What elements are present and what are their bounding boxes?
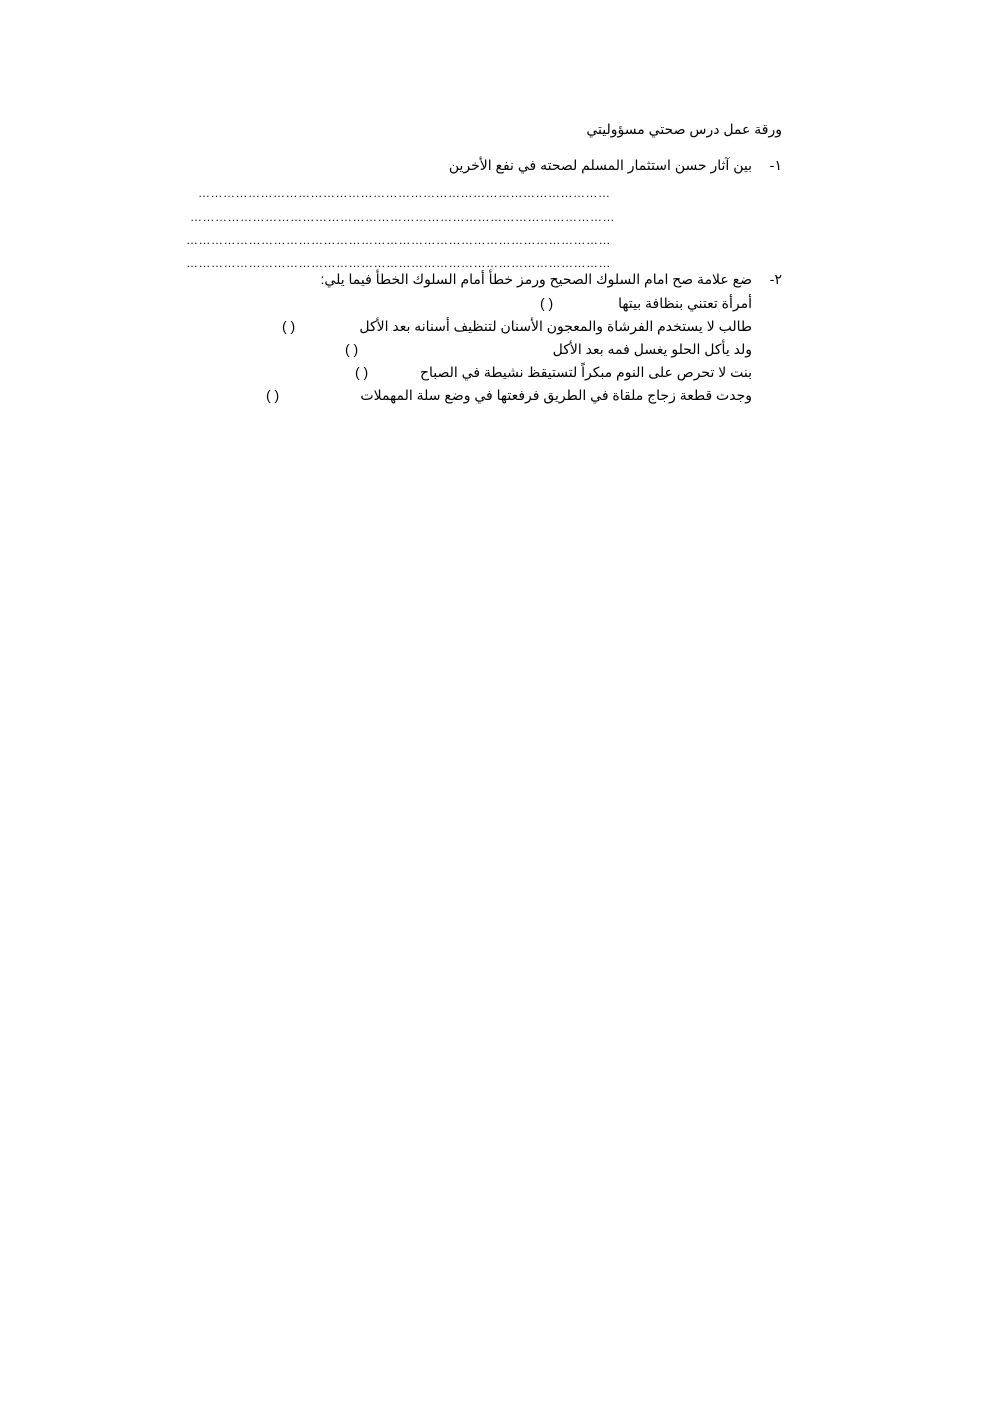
- worksheet-title: ورقة عمل درس صحتي مسؤوليتي: [586, 121, 782, 137]
- answer-line-1: ………………………………………………………………………………………: [198, 186, 611, 200]
- behavior-item-text: وجدت قطعة زجاج ملقاة في الطريق فرفعتها في وضع سلة المهملات: [360, 387, 752, 403]
- question-2-text: ضع علامة صح امام السلوك الصحيح ورمز خطأ أمام السلوك الخطأ فيما يلي:: [320, 271, 752, 287]
- answer-line-3: …………………………………………………………………………………………: [186, 233, 611, 247]
- question-2: [222, 271, 782, 291]
- answer-parentheses[interactable]: ( ): [540, 295, 554, 311]
- behavior-item-text: طالب لا يستخدم الفرشاة والمعجون الأسنان لتنظيف أسنانه بعد الأكل: [359, 318, 752, 334]
- behavior-item-text: بنت لا تحرص على النوم مبكراً لتستيقظ نشيطة في الصباح: [419, 364, 752, 380]
- question-1-number: ١-: [769, 157, 782, 173]
- answer-parentheses[interactable]: ( ): [345, 341, 359, 357]
- behavior-item-text: ولد يأكل الحلو يغسل فمه بعد الأكل: [552, 341, 752, 357]
- behavior-item-text: أمرأة تعتني بنظافة بيتها: [618, 295, 752, 311]
- answer-line-4: …………………………………………………………………………………………: [186, 256, 611, 270]
- answer-parentheses[interactable]: ( ): [355, 364, 369, 380]
- answer-parentheses[interactable]: ( ): [282, 318, 296, 334]
- question-2-number: ٢-: [769, 271, 782, 287]
- answer-line-2: …………………………………………………………………………………………: [190, 210, 615, 224]
- question-1: [222, 157, 782, 177]
- question-1-text: بين آثار حسن استثمار المسلم لصحته في نفع الأخرين: [448, 157, 752, 173]
- answer-parentheses[interactable]: ( ): [266, 387, 280, 403]
